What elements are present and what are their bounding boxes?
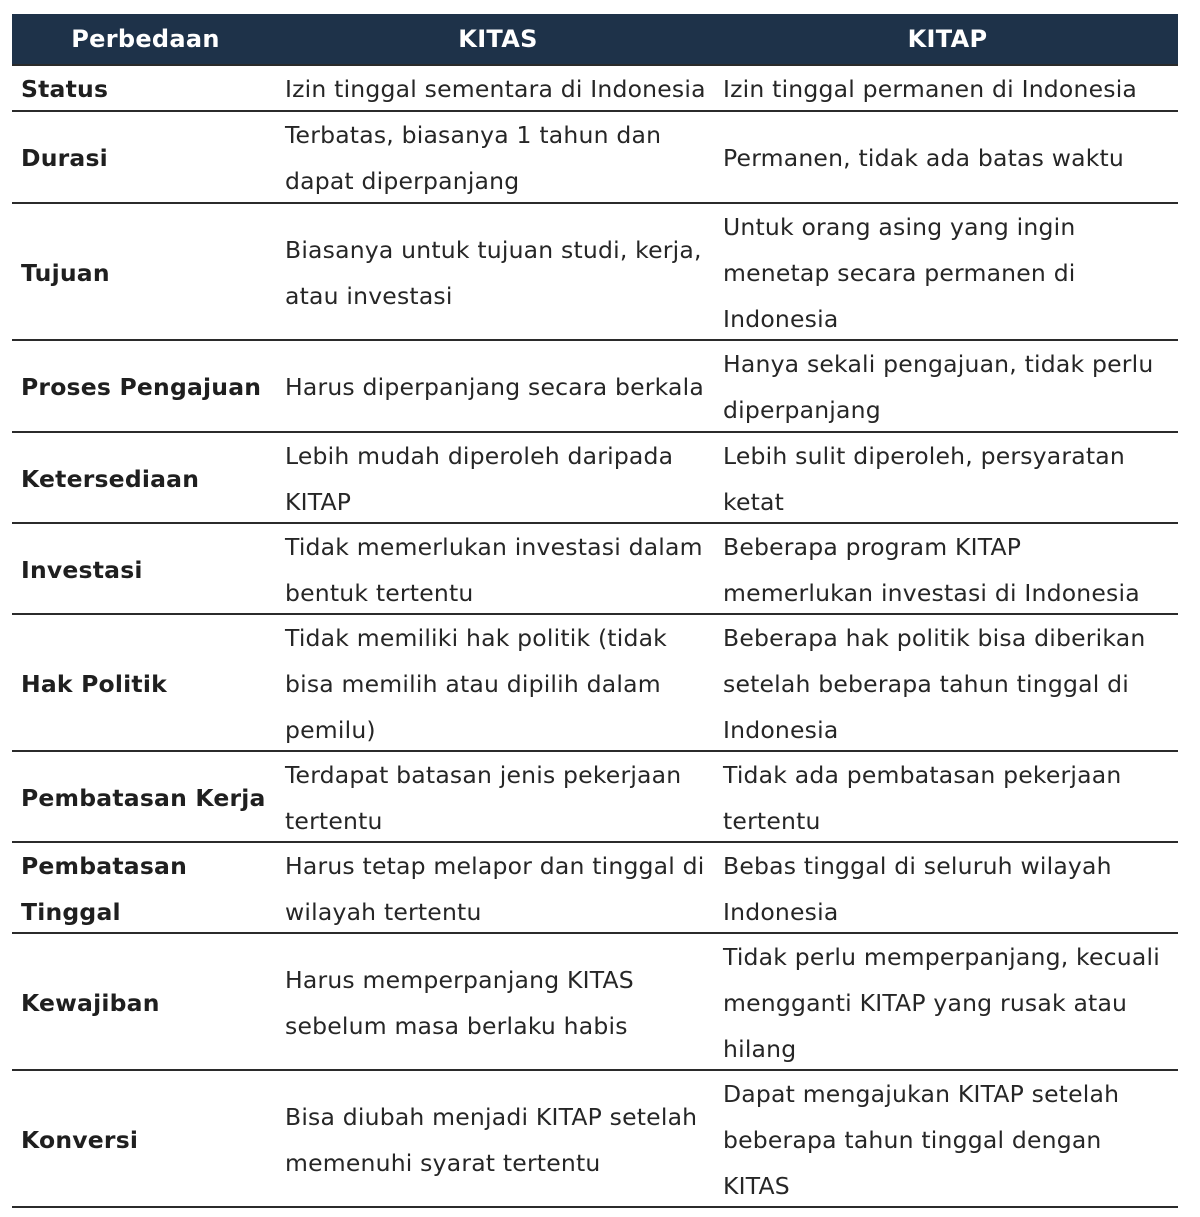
kitas-cell: Harus diperpanjang secara berkala xyxy=(285,373,704,401)
table-header xyxy=(12,14,1178,64)
row-label: Investasi xyxy=(21,556,143,584)
row-label: Kewajiban xyxy=(21,989,160,1017)
kitas-cell: Terdapat batasan jenis pekerjaan tertentu xyxy=(285,761,682,835)
table-row xyxy=(12,522,1178,613)
table-row xyxy=(12,110,1178,202)
row-label: Pembatasan Kerja xyxy=(21,784,266,812)
kitap-cell: Tidak perlu memperpanjang, kecuali mengganti KITAP yang rusak atau hilang xyxy=(723,943,1160,1063)
table-row xyxy=(12,202,1178,339)
table-row xyxy=(12,932,1178,1069)
kitap-cell: Beberapa program KITAP memerlukan investasi di Indonesia xyxy=(723,533,1140,607)
kitap-cell: Tidak ada pembatasan pekerjaan tertentu xyxy=(723,761,1122,835)
kitas-cell: Terbatas, biasanya 1 tahun dan dapat diperpanjang xyxy=(285,121,662,195)
table-row xyxy=(12,613,1178,750)
row-label: Status xyxy=(21,75,109,103)
table-row xyxy=(12,841,1178,932)
kitap-cell: Permanen, tidak ada batas waktu xyxy=(723,144,1125,172)
kitas-cell: Harus memperpanjang KITAS sebelum masa berlaku habis xyxy=(285,966,634,1040)
kitas-cell: Lebih mudah diperoleh daripada KITAP xyxy=(285,442,674,516)
kitas-cell: Izin tinggal sementara di Indonesia xyxy=(285,75,706,103)
kitas-cell: Harus tetap melapor dan tinggal di wilayah tertentu xyxy=(285,852,705,926)
row-label: Pembatasan Tinggal xyxy=(21,852,187,926)
table-row xyxy=(12,431,1178,522)
kitap-cell: Dapat mengajukan KITAP setelah beberapa tahun tinggal dengan KITAS xyxy=(723,1080,1120,1200)
kitap-cell: Untuk orang asing yang ingin menetap secara permanen di Indonesia xyxy=(723,213,1076,333)
table-row xyxy=(12,1069,1178,1206)
row-label: Ketersediaan xyxy=(21,465,200,493)
kitap-cell: Izin tinggal permanen di Indonesia xyxy=(723,75,1138,103)
table-row xyxy=(12,750,1178,841)
kitap-cell: Bebas tinggal di seluruh wilayah Indonesia xyxy=(723,852,1112,926)
row-label: Proses Pengajuan xyxy=(21,373,262,401)
kitas-cell: Bisa diubah menjadi KITAP setelah memenuhi syarat tertentu xyxy=(285,1103,698,1177)
row-label: Hak Politik xyxy=(21,670,167,698)
row-label: Durasi xyxy=(21,144,108,172)
table-row xyxy=(12,339,1178,431)
header-kitap: KITAP xyxy=(907,25,988,53)
row-label: Konversi xyxy=(21,1126,139,1154)
kitas-cell: Tidak memiliki hak politik (tidak bisa memilih atau dipilih dalam pemilu) xyxy=(285,624,667,744)
kitas-cell: Biasanya untuk tujuan studi, kerja, atau investasi xyxy=(285,236,702,310)
kitap-cell: Lebih sulit diperoleh, persyaratan ketat xyxy=(723,442,1125,516)
kitap-cell: Beberapa hak politik bisa diberikan setelah beberapa tahun tinggal di Indonesia xyxy=(723,624,1146,744)
header-kitas: KITAS xyxy=(458,25,538,53)
comparison-table xyxy=(12,14,1178,1208)
header-perbedaan: Perbedaan xyxy=(12,14,279,64)
kitas-cell: Tidak memerlukan investasi dalam bentuk tertentu xyxy=(285,533,703,607)
kitap-cell: Hanya sekali pengajuan, tidak perlu diperpanjang xyxy=(723,350,1154,424)
table-row xyxy=(12,64,1178,110)
row-label: Tujuan xyxy=(21,259,110,287)
